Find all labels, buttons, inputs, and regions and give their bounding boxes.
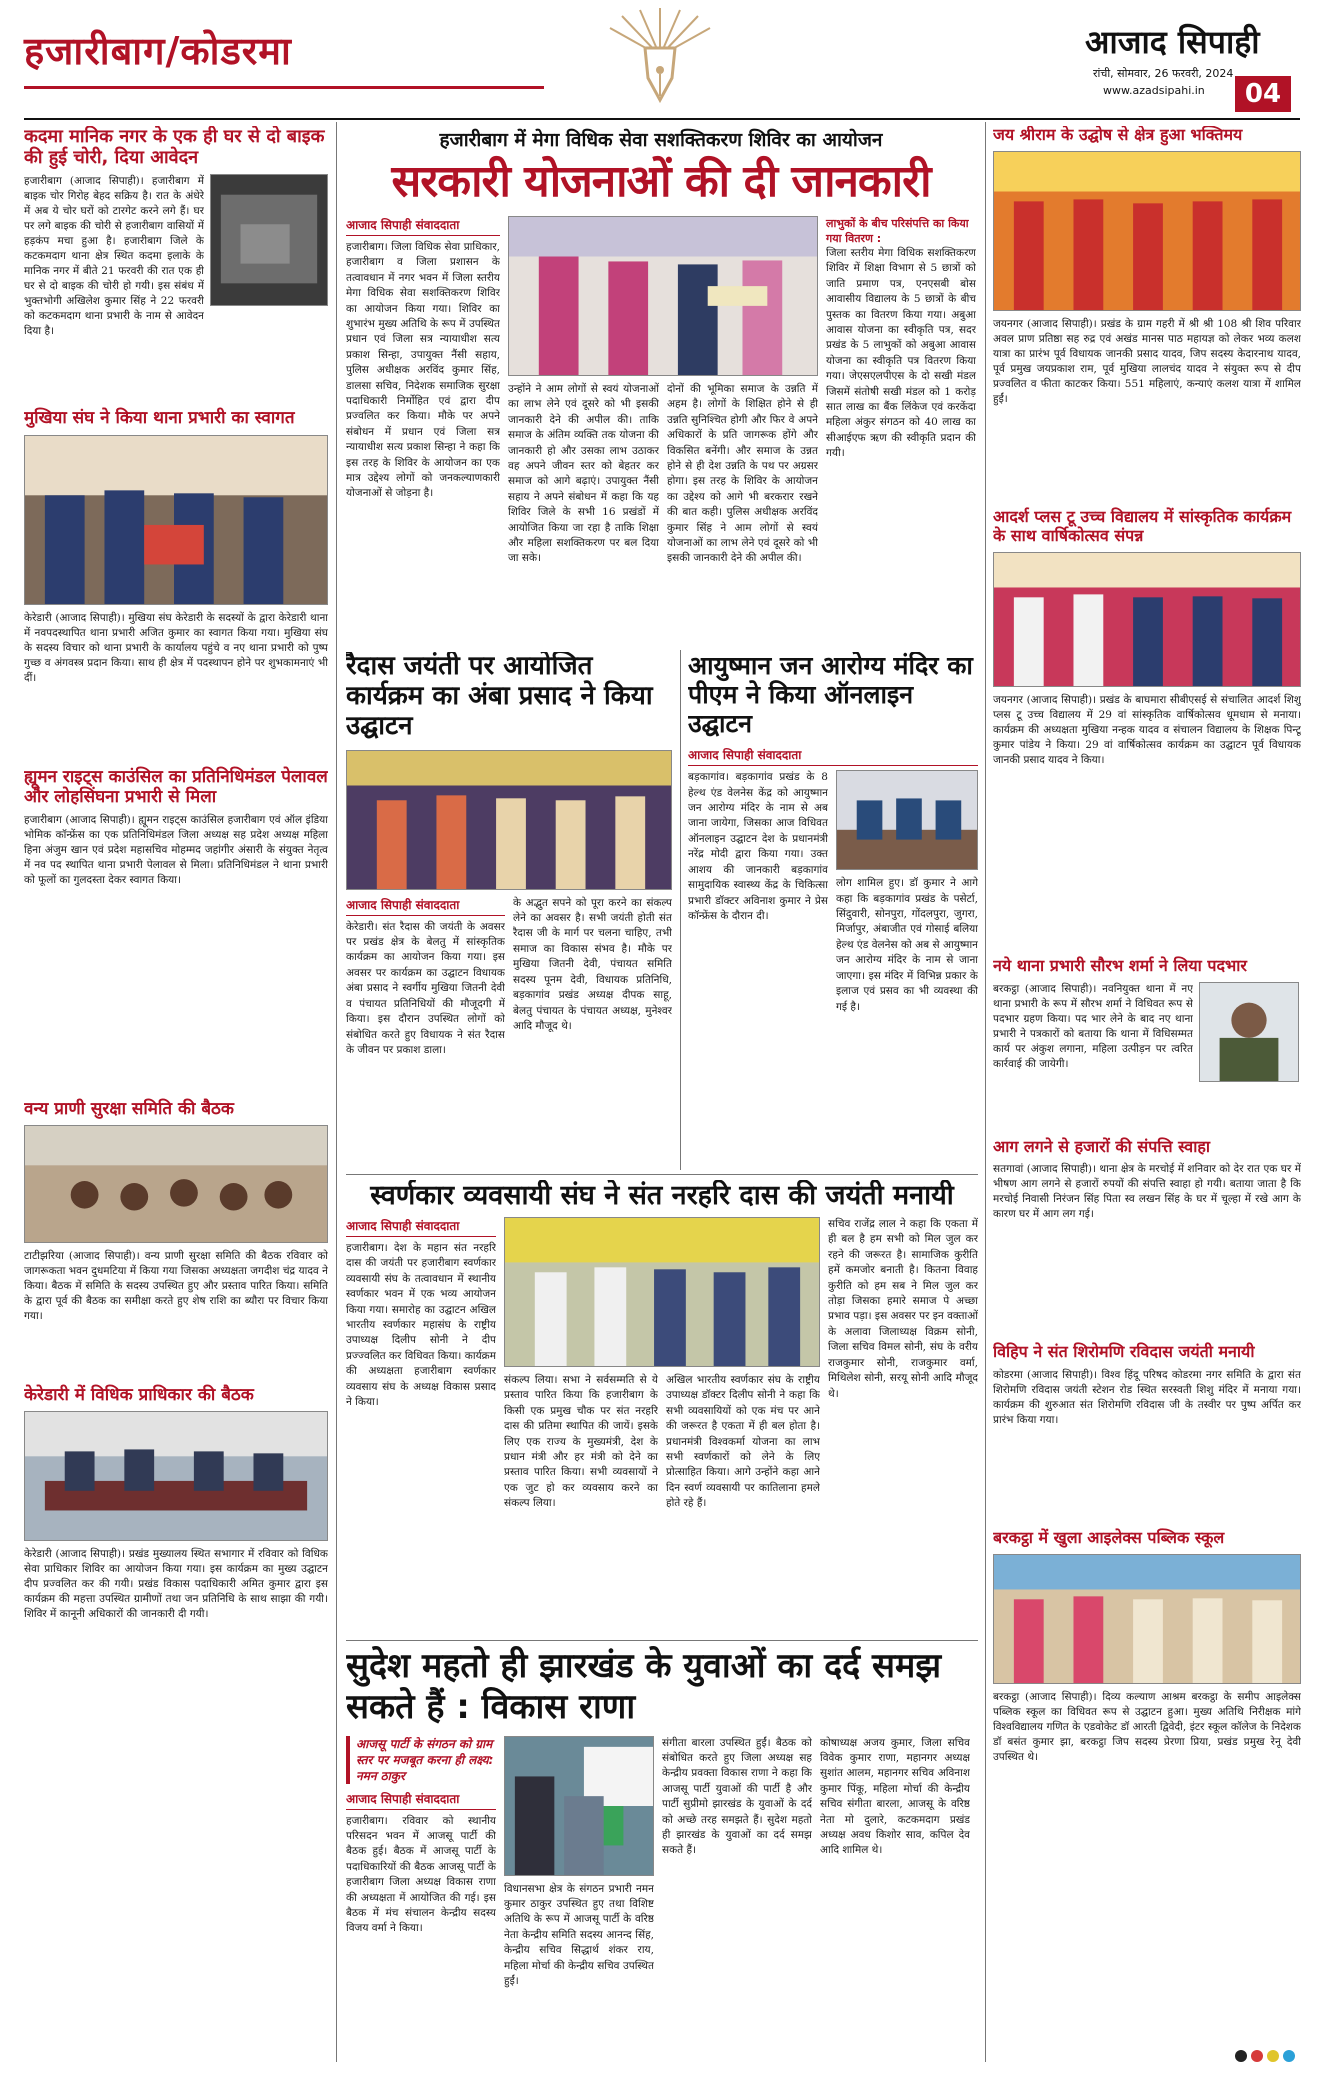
masthead bbox=[0, 0, 1325, 118]
sudesh-headline: सुदेश महतो ही झारखंड के युवाओं का दर्द समझ सकते हैं : विकास राणा bbox=[346, 1646, 942, 1727]
paper-name: आजाद सिपाही bbox=[1085, 23, 1260, 61]
right-story6-headline: बरकट्ठा में खुला आइलेक्स पब्लिक स्कूल bbox=[993, 1528, 1225, 1548]
sudesh-pull-quote: आजसू पार्टी के संगठन को ग्राम स्तर पर मजबूत करना ही लक्ष्य: नमन ठाकुर bbox=[346, 1736, 496, 1784]
raidas-byline: आजाद सिपाही संवाददाता bbox=[346, 896, 505, 916]
main-col1: हजारीबाग। जिला विधिक सेवा प्राधिकार, हजारीबाग व जिला प्रशासन के तत्वावधान में नगर भवन में जिला स्तरीय मेगा विधिक सेवा सशक्तिकरण शिविर का आयोजन किया गया। शिविर का शुभारंभ मुख्य अतिथि के रूप में उपस्थित प्रधान एवं जिला सत्र न्यायाधीश सत्य प्रकाश सिन्हा, उपायुक्त नैंसी सहाय, पुलिस अधीक्षक अरविंद कुमार सिंह, डालसा सचिव, निदेशक समाजिक सुरक्षा पदाधिकारी निर्मोहित एवं द्वारा दीप प्रज्वलित कर किया। मौके पर अपने संबोधन में प्रधान एवं जिला सत्र न्यायाधीश सत्य प्रकाश सिन्हा ने कहा कि इस तरह के शिविर के आयोजन का एक मात्र उद्देश्य लोगों को जनकल्याणकारी योजनाओं से जोड़ना है। bbox=[346, 240, 500, 500]
sudesh-photo bbox=[504, 1736, 654, 1876]
right-story1-body: जयनगर (आजाद सिपाही)। प्रखंड के ग्राम गहरी में श्री श्री 108 श्री शिव परिवार अवल प्राण प्रतिष्ठा सह रुद्र एवं अखंड मानस पाठ महायज्ञ को लेकर भव्य कलश यात्रा का प्रारंभ पूर्व विधायक जानकी प्रसाद यादव, जिप सदस्य केदारनाथ यादव, पूर्व प्रमुख जयप्रकाश राम, पूर्व मुखिया लालचंद यादव ने संयुक्त रूप से दीप प्रज्वलित व फीता काटकर किया। 551 महिलाएं, कन्याएं कलश यात्रा में शामिल हुईं। bbox=[993, 317, 1301, 405]
shriram-photo bbox=[993, 151, 1301, 311]
sudesh-byline: आजाद सिपाही संवाददाता bbox=[346, 1790, 496, 1810]
registration-marks bbox=[1235, 2050, 1295, 2062]
swarnkar-headline: स्वर्णकार व्यवसायी संघ ने संत नरहरि दास की जयंती मनायी bbox=[370, 1180, 954, 1211]
sudesh-col1: हजारीबाग। रविवार को स्थानीय परिसदन भवन में आजसू पार्टी की बैठक हुई। बैठक में आजसू पार्टी के पदाधिकारियों की बैठक आजसू पार्टी के हजारीबाग जिला अध्यक्ष विकास राणा की अध्यक्षता में आयोजित की गई। इस बैठक में मंच संचालन केन्द्रीय सदस्य विजय वर्मा ने किया। bbox=[346, 1814, 496, 1935]
sudesh-col4: कोषाध्यक्ष अजय कुमार, जिला सचिव विवेक कुमार राणा, महानगर अध्यक्ष सुशांत आलम, महानगर सचिव अविनाश कुमार पिंकू, महिला मोर्चा की केन्द्रीय सचिव संगीता बारला, आजसू के वरिष्ठ नेता मो दुलारे, कटकमदाग प्रखंड अध्यक्ष अवध किशोर साव, कपिल देव आदि शामिल थे। bbox=[820, 1736, 970, 1857]
sudesh-col2: विधानसभा क्षेत्र के संगठन प्रभारी नमन कुमार ठाकुर उपस्थित हुए तथा विशिष्ट अतिथि के रूप में आजसू पार्टी के वरिष्ठ नेता केन्द्रीय समिति सदस्य आनन्द सिंह, केन्द्रीय सचिव सिद्धार्थ शंकर राय, महिला मोर्चा की केन्द्रीय सचिव उपस्थित हुईं। bbox=[504, 1882, 654, 1988]
right-story2-headline: आदर्श प्लस टू उच्च विद्यालय में सांस्कृतिक कार्यक्रम के साथ वार्षिकोत्सव संपन्न bbox=[993, 506, 1292, 545]
swarnkar-col1: हजारीबाग। देश के महान संत नरहरि दास की जयंती पर हजारीबाग स्वर्णकार व्यवसायी संघ के तत्वावधान में स्थानीय स्वर्णकार भवन में एक भव्य आयोजन किया गया। समारोह का उद्घाटन अखिल भारतीय स्वर्णकार महासंघ के राष्ट्रीय उपाध्यक्ष दिलीप सोनी ने दीप प्रज्ज्वलित कर विधिवत किया। कार्यक्रम की अध्यक्षता हजारीबाग स्वर्णकार व्यवसाय संघ के अध्यक्ष विकास प्रसाद ने किया। bbox=[346, 1242, 496, 1409]
annual-function-photo bbox=[993, 552, 1301, 687]
main-col4-title: लाभुकों के बीच परिसंपत्ति का किया गया वितरण : bbox=[826, 216, 969, 245]
right-story6-body: बरकट्ठा (आजाद सिपाही)। दिव्य कल्याण आश्रम बरकट्ठा के समीप आइलेक्स पब्लिक स्कूल का विधिवत रूप से उद्घाटन हुआ। मुख्य अतिथि निरीक्षक मांगे विश्वविद्यालय गणित के एडवोकेट डॉ आरती द्विवेदी, इंटर स्कूल कॉलेज के निदेशक डॉ बसंत कुमार झा, बरकट्ठा जिप सदस्य प्रेरणा प्रिया, प्रखंड प्रमुख रेनू देवी उपस्थित थे। bbox=[993, 1691, 1301, 1764]
story5-headline: केरेडारी में विधिक प्राधिकार की बैठक bbox=[24, 1384, 254, 1405]
mukhiya-welcome-photo bbox=[24, 435, 328, 605]
swarnkar-col4: सचिव राजेंद्र लाल ने कहा कि एकता में ही बल है हम सभी को मिल जुल कर रहने की जरूरत है। सामाजिक कुरीति हमें कमजोर बनाती है। कितना विवाह कुरीति को हम सब ने मिल जुल कर तोड़ा जिसका हमारे समाज पे अच्छा प्रभाव पड़ा। इस अवसर पर इन वक्ताओं के अलावा जिलाध्यक्ष विक्रम सोनी, जिला सचिव विमल सोनी, संघ के वरीय राजकुमार सोनी, राजकुमार वर्मा, मिथिलेश सोनी, सरयू सोनी आदि मौजूद थे। bbox=[828, 1218, 978, 1400]
raidas-photo bbox=[346, 750, 672, 890]
story2-headline: मुखिया संघ ने किया थाना प्रभारी का स्वागत bbox=[24, 408, 295, 429]
story4-body: टाटीझरिया (आजाद सिपाही)। वन्य प्राणी सुरक्षा समिति की बैठक रविवार को जागरूकता भवन दुधमटिया में किया गया जिसका अध्यक्षता जगदीश चंद्र यादव ने किया। बैठक में समिति के सदस्य उपस्थित हुए और प्रस्ताव पारित किया। समिति के द्वारा पूर्व की बैठक का समीक्षा करते हुए शेष राशि का ब्यौरा पर विचार किया गया। bbox=[24, 1249, 328, 1322]
ayushman-story bbox=[688, 652, 978, 1172]
right-story4-body: सतगावां (आजाद सिपाही)। थाना क्षेत्र के मरचोई में शनिवार को देर रात एक घर में भीषण आग लगने से हजारों रुपयों की संपत्ति स्वाहा हो गयी। बताया जाता है कि मरचोई निवासी निरंजन सिंह पिता स्व लखन सिंह के घर में चूल्हा में रखे आग के कारण घर में आग लग गई। bbox=[993, 1163, 1301, 1221]
swarnkar-col3: अखिल भारतीय स्वर्णकार संघ के राष्ट्रीय उपाध्यक्ष डॉक्टर दिलीप सोनी ने कहा कि सभी व्यवसायियों को एक मंच पर आने की जरूरत है एकता में ही बल होता है। प्रधानमंत्री विश्वकर्मा योजना का लाभ सभी स्वर्णकारों को लेने के लिए प्रोत्साहित किया। आगे उन्होंने कहा आने दिन स्वर्ण व्यवसायी पर कातिलाना हमले होते रहे हैं। bbox=[666, 1374, 820, 1510]
raidas-story bbox=[346, 652, 672, 1172]
ayushman-byline: आजाद सिपाही संवाददाता bbox=[688, 746, 978, 766]
right-story1-headline: जय श्रीराम के उद्घोष से क्षेत्र हुआ भक्तिमय bbox=[993, 126, 1243, 144]
story5-body: केरेडारी (आजाद सिपाही)। प्रखंड मुख्यालय स्थित सभागार में रविवार को विधिक सेवा प्राधिकार शिविर का आयोजन किया गया। इस कार्यक्रम का मुख्य उद्घाटन दीप प्रज्वलित कर की गयी। प्रखंड विकास पदाधिकारी अमित कुमार द्वारा इस कार्यक्रम की महत्ता उपस्थित ग्रामीणों तथा जन प्रतिनिधि के साथ साझा की गयी। शिविर में कानूनी अधिकारों की जानकारी दी गयी। bbox=[24, 1547, 328, 1620]
swarnkar-photo bbox=[504, 1217, 820, 1367]
right-story5-body: कोडरमा (आजाद सिपाही)। विश्व हिंदू परिषद कोडरमा नगर समिति के द्वारा संत शिरोमणि रविदास जयंती स्टेशन रोड स्थित सरस्वती शिशु मंदिर में मनाया गया। कार्यक्रम की शुरुआत संत शिरोमणि रविदास जी के तस्वीर पर पुष्प अर्पित कर प्रारंभ किया गया। bbox=[993, 1369, 1301, 1427]
section-title: हजारीबाग/कोडरमा bbox=[24, 29, 292, 73]
main-byline: आजाद सिपाही संवाददाता bbox=[346, 216, 500, 236]
sudesh-col3: संगीता बारला उपस्थित हुईं। बैठक को संबोधित करते हुए जिला अध्यक्ष सह केन्द्रीय प्रवक्ता विकास राणा ने कहा कि आजसू पार्टी युवाओं की पार्टी है और पार्टी सुप्रीमो झारखंड के युवाओं के दर्द को अच्छे तरह समझते हैं। सुदेश महतो ही झारखंड के युवाओं का दर्द समझ सकते हैं। bbox=[662, 1736, 812, 1857]
story1-headline: कदमा मानिक नगर के एक ही घर से दो बाइक की हुई चोरी, दिया आवेदन bbox=[24, 126, 325, 169]
school-opening-photo bbox=[993, 1554, 1301, 1684]
page-number: 04 bbox=[1235, 76, 1291, 112]
right-story5-headline: विहिप ने संत शिरोमणि रविदास जयंती मनायी bbox=[993, 1342, 1255, 1362]
raidas-col1: केरेडारी। संत रैदास की जयंती के अवसर पर प्रखंड क्षेत्र के बेलतु में सांस्कृतिक कार्यक्रम का आयोजन किया गया। इस अवसर पर कार्यक्रम का उद्घाटन विधायक अंबा प्रसाद ने स्वर्गीय मुखिया जितनी देवी व पंचायत प्रतिनिधियों की मौजूदगी में किया। इस दौरान उपस्थित लोगों को संबोधित करते हुए विधायक ने संत रैदास के जीवन पर प्रकाश डाला। bbox=[346, 920, 505, 1056]
bike-theft-photo bbox=[210, 174, 328, 306]
right-story3-body: बरकट्ठा (आजाद सिपाही)। नवनियुक्त थाना में नए थाना प्रभारी के रूप में सौरभ शर्मा ने विधिवत रूप से पदभार ग्रहण किया। पद भार लेने के बाद नए थाना प्रभारी ने पत्रकारों को बताया कि थाना में विधिसम्मत कार्य पर अंकुश लगाना, महिला उत्पीड़न पर त्वरित कार्रवाई की जायेगी। bbox=[993, 982, 1193, 1070]
main-col2: उन्होंने ने आम लोगों से स्वयं योजनाओं का लाभ लेने एवं दूसरे को भी इसकी जानकारी देने की अपील की। ताकि समाज के अंतिम व्यक्ति तक योजना की जानकारी हो और उसका लाभ उठाकर वह अपने जीवन स्तर को बेहतर कर समाज को आगे बढ़ाएं। उपायुक्त नैंसी सहाय ने अपने संबोधन में कहा कि यह शिविर जिले के सभी 16 प्रखंडों में आयोजित किया जा रहा है ताकि शिक्षा और महिला सशक्तिकरण पर बल दिया जा सके। bbox=[508, 382, 659, 565]
main-col4: जिला स्तरीय मेगा विधिक सशक्तिकरण शिविर में शिक्षा विभाग से 5 छात्रों को जाति प्रमाण पत्र, एनएसबी बोस आवासीय विद्यालय के 5 छात्रों के बीच पुस्तक का वितरण किया गया। अबुआ आवास योजना का स्वीकृति पत्र, सदर प्रखंड के 5 लाभुकों को अबुआ आवास योजना का स्वीकृति पत्र वितरण किया गया। जेएसएलपीएस के दो सखी मंडल जिसमें संतोषी सखी मंडल को 1 करोड़ सात लाख का बैंक लिंकेज एवं करकेंदा महिला अंकुर संगठन को 40 लाख का सीआईएफ ऋण की स्वीकृति प्रदान की गयी। bbox=[826, 246, 976, 460]
story3-headline: ह्यूमन राइट्स काउंसिल का प्रतिनिधिमंडल पेलावल और लोहसिंघना प्रभारी से मिला bbox=[24, 766, 328, 807]
story1-body: हजारीबाग (आजाद सिपाही)। हजारीबाग में बाइक चोर गिरोह बेहद सक्रिय है। रात के अंधेरे में अब ये चोर घरों को टारगेट करने लगे हैं। घर पर लगे बाइक की चोरी से हजारीबाग वासियों में हड़कंप मचा हुआ है। हजारीबाग जिले के कटकमदाग थाना क्षेत्र स्थित कदमा इलाके के मानिक नगर में बीते 21 फरवरी की रात एक ही घर से दो बाइक की चोरी हो गयी। इस संबंध में भुक्तभोगी अखिलेश कुमार सिंह ने 22 फरवरी को कटकमदाग थाना प्रभारी के नाम से आवेदन दिया है। bbox=[24, 175, 204, 338]
story3-body: हजारीबाग (आजाद सिपाही)। ह्यूमन राइट्स काउंसिल हजारीबाग एवं ऑल इंडिया भोमिक कॉन्फ्रेंस का एक प्रतिनिधिमंडल जिला अध्यक्ष सह प्रदेश अध्यक्ष महिला हिना अंजुम खान एवं प्रदेश महासचिव मोहम्मद जहांगीर अंसारी के संयुक्त नेतृत्व में नव पद स्थापित थाना प्रभारी पेलावल से मिला। प्रतिनिधिमंडल ने थाना प्रभारी को फूलों का गुलदस्ता देकर स्वागत किया। bbox=[24, 813, 328, 886]
raidas-col2: के अद्भुत सपने को पूरा करने का संकल्प लेने का अवसर है। सभी जयंती होती संत रैदास जी के मार्ग पर चलना चाहिए, तभी समाज का विकास संभव है। मौके पर मुखिया जितनी देवी, पंचायत समिति सदस्य पूनम देवी, विधायक प्रतिनिधि, बड़कागांव प्रखंड अध्यक्ष दीपक साहू, बेलतु पंचायत के पंचायत अध्यक्ष, मुनेश्वर आदि मौजूद थे। bbox=[513, 896, 672, 1032]
pen-nib-logo-icon bbox=[600, 8, 720, 103]
raidas-headline: रैदास जयंती पर आयोजित कार्यक्रम का अंबा प्रसाद ने किया उद्घाटन bbox=[346, 652, 653, 741]
swarnkar-byline: आजाद सिपाही संवाददाता bbox=[346, 1217, 496, 1237]
ayushman-headline: आयुष्मान जन आरोग्य मंदिर का पीएम ने किया ऑनलाइन उद्घाटन bbox=[688, 652, 973, 738]
right-story2-body: जयनगर (आजाद सिपाही)। प्रखंड के बाघमारा सीबीएसई से संचालित आदर्श शिशु प्लस टू उच्च विद्यालय में 29 वां सांस्कृतिक वार्षिकोत्सव धूमधाम से मनाया। कार्यक्रम की अध्यक्षता मुखिया नन्हक यादव व संचालन विद्यालय के शिक्षक पिन्टू कुमार पांडेय ने किया। 29 वां वार्षिकोत्सव कार्यक्रम का उद्घाटन पूर्व विधायक जानकी प्रसाद यादव ने किया। bbox=[993, 693, 1301, 766]
swarnkar-story bbox=[346, 1180, 978, 1635]
main-kicker: हजारीबाग में मेगा विधिक सेवा सशक्तिकरण शिविर का आयोजन bbox=[439, 129, 883, 151]
main-headline: सरकारी योजनाओं की दी जानकारी bbox=[391, 156, 931, 207]
main-event-photo bbox=[508, 216, 818, 376]
ayushman-photo bbox=[836, 770, 978, 870]
story2-body: केरेडारी (आजाद सिपाही)। मुखिया संघ केरेडारी के सदस्यों के द्वारा केरेडारी थाना में नवपदस्थापित थाना प्रभारी अजित कुमार का स्वागत किया गया। मुखिया संघ के सदस्य विचार को थाना प्रभारी के कार्यालय पहुंचे व नए थाना प्रभारी को पुष्प गुच्छ व अंगवस्त्र प्रदान किया। साथ ही क्षेत्र में पदस्थापन होने पर शुभकामनाएं भी दीं। bbox=[24, 611, 328, 684]
right-column bbox=[993, 126, 1301, 2060]
legal-authority-photo bbox=[24, 1411, 328, 1541]
ayushman-col1: बड़कागांव। बड़कागांव प्रखंड के 8 हेल्थ एंड वेलनेस केंद्र को आयुष्मान जन आरोग्य मंदिर के नाम से अब जाना जायेगा, जिसका आज विधिवत ऑनलाइन उद्घाटन देश के प्रधानमंत्री नरेंद्र मोदी द्वारा किया गया। उक्त आशय की जानकारी बड़कागांव सामुदायिक स्वास्थ्य केंद्र के चिकित्सा प्रभारी डॉक्टर अविनाश कुमार ने प्रेस कॉन्फ्रेंस के दौरान दी। bbox=[688, 771, 828, 922]
left-column bbox=[24, 126, 328, 2060]
right-story4-headline: आग लगने से हजारों की संपत्ति स्वाहा bbox=[993, 1136, 1210, 1156]
dateline: रांची, सोमवार, 26 फरवरी, 2024 bbox=[1093, 67, 1234, 80]
story4-headline: वन्य प्राणी सुरक्षा समिति की बैठक bbox=[24, 1098, 234, 1119]
website: www.azadsipahi.in bbox=[1103, 84, 1205, 97]
right-story3-headline: नये थाना प्रभारी सौरभ शर्मा ने लिया पदभार bbox=[993, 955, 1247, 975]
swarnkar-col2: संकल्प लिया। सभा ने सर्वसम्मति से ये प्रस्ताव पारित किया कि हजारीबाग के किसी एक प्रमुख चौक पर संत नरहरि दास की प्रतिमा स्थापित की जायें। इसके लिए एक राज्य के मुख्यमंत्री, देश के प्रधान मंत्री और हर मंत्री को देने का प्रस्ताव पारित किया। सभी व्यवसायों ने एक जुट हो कर व्यवसाय करने का संकल्प लिया। bbox=[504, 1374, 658, 1510]
main-col3: दोनों की भूमिका समाज के उन्नति में अहम है। लोगों के शिक्षित होने से ही उन्नति सुनिश्चित होगी और फिर वे अपने अधिकारों के प्रति जागरूक होंगे और विकसित बनेंगी। और समाज के उन्नत होने से ही देश उन्नति के पथ पर अग्रसर होगा। इस तरह के शिविर के आयोजन का उद्देश्य को आगे भी बरकरार रखने की बात कही। पुलिस अधीक्षक अरविंद कुमार सिंह ने आम लोगों से स्वयं योजनाओं का लाभ लेने एवं दूसरे को भी इसकी जानकारी देने की अपील की। bbox=[667, 382, 818, 565]
ayushman-col2: लोग शामिल हुए। डॉ कुमार ने आगे कहा कि बड़कागांव प्रखंड के पसेर्टा, सिंदुवारी, सोनपुरा, गोंदलपुरा, जुगरा, मिर्जापुर, अंबाजीत एवं गोसाई बलिया हेल्थ एंड वेलनेस को अब से आयुष्मान जन आरोग्य मंदिर के नाम से जाना जाएगा। इस मंदिर में विभिन्न प्रकार के इलाज एवं प्रसव का भी व्यवस्था की गई है। bbox=[836, 877, 978, 1013]
wildlife-meeting-photo bbox=[24, 1125, 328, 1243]
sudesh-story bbox=[346, 1646, 978, 2062]
sho-photo bbox=[1199, 982, 1299, 1082]
main-story bbox=[346, 126, 976, 641]
